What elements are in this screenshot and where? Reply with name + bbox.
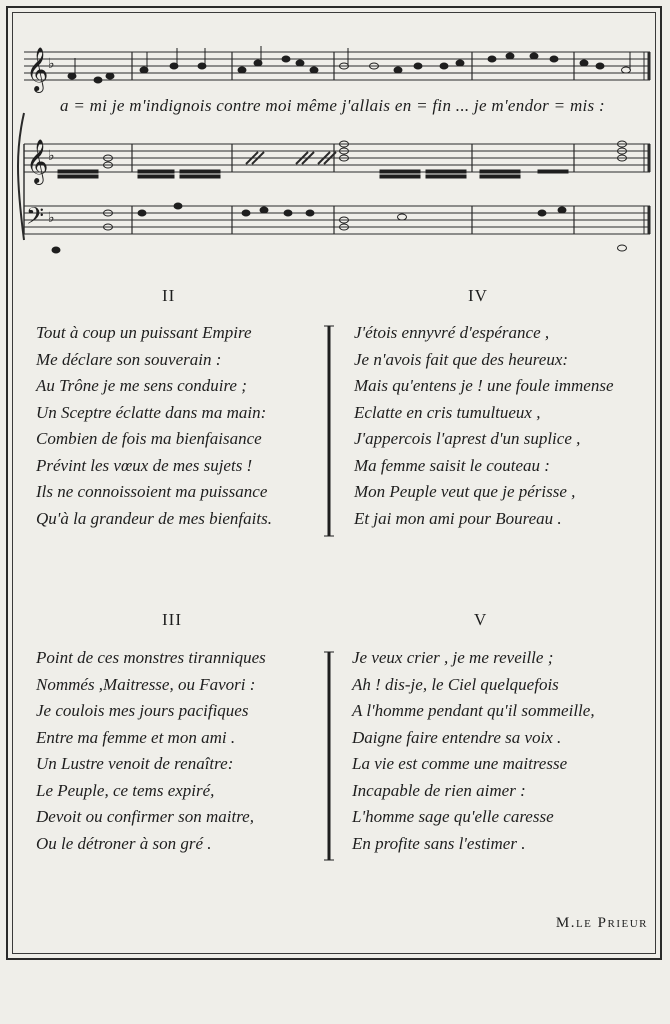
stanza-II [36,320,272,532]
piano-bass-staff [24,206,650,234]
stanza-V [352,645,595,857]
stanza-numeral: IV [468,286,488,305]
verse-line: Qu'à la grandeur de mes bienfaits. [36,508,272,528]
piano-treble-staff [24,144,650,172]
music-lyrics: a = mi je m'indignois contre moi même j'allais en = fin ... je m'endor = mis : [60,96,605,115]
verse-line: Ah ! dis-je, le Ciel quelquefois [352,674,559,694]
verse-line: Point de ces monstres tiranniques [36,648,266,667]
svg-text:♭: ♭ [48,210,55,226]
verse-line: Un Lustre venoit de renaître: [36,754,234,773]
stanza-bracket [322,324,336,538]
verse-line: Ou le détroner à son gré . [36,833,212,853]
verse-line: Le Peuple, ce tems expiré, [36,780,215,800]
stanza-numeral: III [162,610,182,629]
music-score [14,18,656,268]
treble-clef-icon: 𝄞 [26,47,49,91]
stanza-III [36,645,266,857]
verse-line: Je n'avois fait que des heureux: [354,349,569,369]
treble-clef-icon: 𝄞 [26,139,49,183]
verse-line: Me déclare son souverain : [36,349,222,369]
verse-line: J'appercois l'aprest d'un suplice , [354,429,581,448]
verse-line: Je veux crier , je me reveille ; [352,648,554,667]
verse-line: Prévint les vœux de mes sujets ! [36,455,253,475]
stanza-bracket [322,650,336,862]
verse-line: Je coulois mes jours pacifiques [36,701,249,720]
verse-line: En profite sans l'estimer . [352,833,526,853]
verse-line: Nommés ,Maitresse, ou Favori : [36,674,256,694]
svg-text:♭: ♭ [48,148,55,164]
verse-line: A l'homme pendant qu'il sommeille, [352,701,595,720]
verse-line: Ma femme saisit le couteau : [354,455,550,475]
verse-line: Et jai mon ami pour Boureau . [354,508,562,528]
verse-line: Ils ne connoissoient ma puissance [36,482,268,501]
verse-line: J'étois ennyvré d'espérance , [354,323,550,342]
verse-line: Incapable de rien aimer : [352,780,526,800]
stanza-numeral: II [162,286,176,305]
verse-line: Devoit ou confirmer son maitre, [36,807,254,826]
verse-line: Mon Peuple veut que je périsse , [354,482,576,501]
verse-line: Entre ma femme et mon ami . [36,727,236,747]
verse-line: Mais qu'entens je ! une foule immense [354,376,614,395]
author-signature: M.le Prieur [555,915,648,931]
bass-clef-icon: 𝄢 [26,202,45,235]
verse-line: Combien de fois ma bienfaisance [36,429,262,448]
svg-text:♭: ♭ [48,56,55,72]
verse-line: Tout à coup un puissant Empire [36,323,252,342]
verse-line: La vie est comme une maitresse [352,754,568,773]
verse-line: Eclatte en cris tumultueux , [354,402,541,422]
verse-line: Daigne faire entendre sa voix . [352,727,562,747]
verse-line: Un Sceptre éclatte dans ma main: [36,402,267,422]
verse-line: Au Trône je me sens conduire ; [36,376,247,395]
stanza-IV [354,320,614,532]
verse-line: L'homme sage qu'elle caresse [352,807,554,826]
stanza-numeral: V [474,610,488,629]
